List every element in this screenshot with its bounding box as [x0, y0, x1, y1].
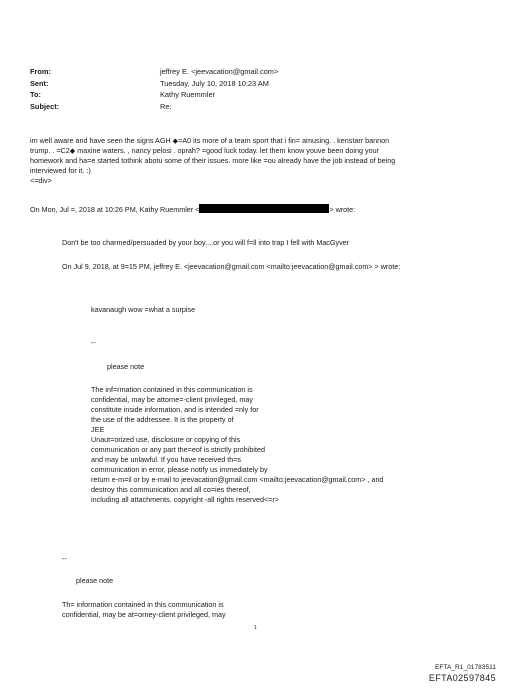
sent-value: Tuesday, July 10, 2018 10:23 AM	[160, 79, 269, 88]
quoted-header: On Jul 9, 2018, at 9=15 PM, jeffrey E. <jeevacation@gmail.com <mailto:jeevacation@gmail.com> > wrote:	[62, 262, 401, 271]
disclaimer-line: The inf=rmation contained in this communication is	[91, 385, 253, 394]
subject-value: Re:	[160, 102, 172, 111]
quoted-message: Don't be too charmed/persuaded by your boy....or you will f=ll into trap I fell with MacGyver	[62, 238, 350, 247]
body-line: trump. . =C2◆ maxine waters. , nancy pelosi . oprah? =good luck today. let them know youve been doing your	[30, 146, 379, 155]
disclaimer-line: the use of the addressee. It is the property of	[91, 415, 234, 424]
disclaimer-line: destroy this communication and all co=ies thereof,	[91, 485, 251, 494]
disclaimer-line: including all attachments. copyright -all rights reserved<=r>	[91, 495, 279, 504]
disclaimer-line: confidential, may be at=orney-client privileged, may	[62, 610, 226, 619]
bates-number-small: EFTA_R1_01783511	[435, 664, 496, 671]
sent-label: Sent:	[30, 79, 49, 88]
body-line: interviewed for it. :)	[30, 166, 91, 175]
redaction-bar	[199, 204, 329, 213]
disclaimer-line: communication in error, please notify us immediately by	[91, 465, 268, 474]
from-label: From:	[30, 67, 51, 76]
disclaimer-line: constitute inside information, and is intended =nly for	[91, 405, 259, 414]
separator-dashes: --	[62, 554, 67, 563]
please-note: please note	[107, 362, 145, 371]
body-line: im well aware and have seen the signs AGH ◆=A0 its more of a team sport that i fin= amusing. . kenstarr bannon	[30, 136, 390, 145]
disclaimer-line: communication or any part the=eof is strictly prohibited	[91, 445, 265, 454]
page-number: 1	[254, 625, 257, 631]
disclaimer-line: Unaut=orized use, disclosure or copying of this	[91, 435, 241, 444]
disclaimer-line: confidential, may be attorne=-client privileged, may	[91, 395, 254, 404]
separator-dashes: --	[91, 338, 96, 347]
from-value: jeffrey E. <jeevacation@gmail.com>	[160, 67, 279, 76]
reply-header-prefix: On Mon, Jul =, 2018 at 10:26 PM, Kathy Ruemmler <	[30, 205, 200, 214]
subject-label: Subject:	[30, 102, 60, 111]
disclaimer-line: and may be unlawful. If you have received th=s	[91, 455, 242, 464]
to-value: Kathy Ruemmler	[160, 90, 216, 99]
reply-header-suffix: > wrote:	[329, 205, 356, 214]
please-note: please note	[76, 576, 114, 585]
quoted-message: kavanaugh wow =what a surpise	[91, 305, 196, 314]
disclaimer-line: return e-m=il or by e-mail to jeevacation@gmail.com <mailto:jeevacation@gmail.com> , and	[91, 475, 384, 484]
disclaimer-line: JEE	[91, 425, 105, 434]
disclaimer-line: Th= information contained in this communication is	[62, 600, 224, 609]
body-line: <=div>	[30, 176, 52, 185]
bates-number-large: EFTA02597845	[428, 673, 496, 683]
to-label: To:	[30, 90, 41, 99]
reply-header-line	[30, 204, 355, 215]
body-line: homework and ha=e started tothink abotu some of their issues. more like =ou already have the job instead of being	[30, 156, 396, 165]
